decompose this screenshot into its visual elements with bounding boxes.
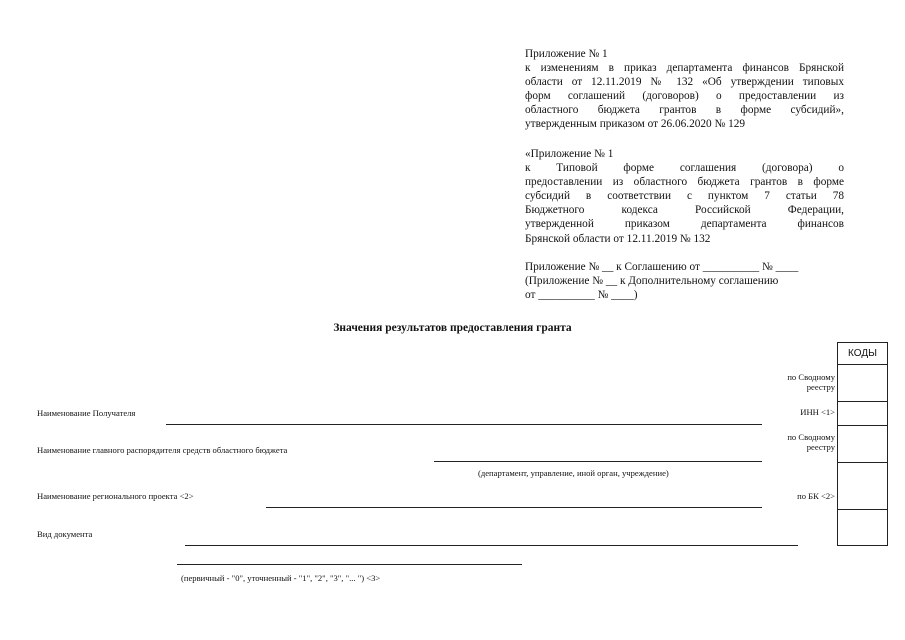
label-line: по Сводному [787,372,835,382]
code-cell-doc[interactable] [838,509,887,546]
appendix-line: утвержденным приказом от 26.06.2020 № 129 [525,118,746,131]
appendix-title-1: Приложение № 1 [525,48,608,60]
codes-header: КОДЫ [838,342,887,364]
appendix-line: субсидий в соответствии с пунктом 7 статьи 78 [525,190,844,203]
svodny-reestr-label-2 [740,432,835,452]
main-manager-hint: (департамент, управление, иной орган, учреждение) [478,468,669,478]
code-cell-bk[interactable] [838,462,887,509]
recipient-label: Наименование Получателя [37,408,136,418]
agreement-line: Приложение № __ к Соглашению от __________ № ____ [525,261,799,273]
agreement-line: от __________ № ____) [525,289,638,302]
svodny-reestr-label-1 [740,372,835,392]
label-line: реестру [806,442,835,452]
codes-table [837,342,888,546]
appendix-line: предоставлении из областного бюджета грантов в форме [525,176,844,189]
bk-label: по БК <2> [797,491,835,501]
code-cell-svodny-2[interactable] [838,425,887,462]
inn-label: ИНН <1> [800,407,835,417]
regional-project-field[interactable] [266,507,762,508]
doc-type-hint: (первичный - "0", уточненный - "1", "2", "3", "... ") <3> [181,573,381,583]
appendix-title-2: «Приложение № 1 [525,148,614,160]
agreement-reference [525,260,844,302]
page-title: Значения результатов предоставления гранта [333,322,572,334]
appendix-line: Бюджетного кодекса Российской Федерации, [525,204,844,217]
label-line: по Сводному [787,432,835,442]
agreement-line: (Приложение № __ к Дополнительному соглашению [525,275,779,288]
appendix-header-1 [525,47,844,132]
doc-type-label: Вид документа [37,529,93,539]
appendix-line: форм соглашений (договоров) о предоставлении из [525,90,844,103]
appendix-line: к Типовой форме соглашения (договора) о [525,162,844,175]
doc-type-subfield[interactable] [177,564,522,565]
regional-project-label: Наименование регионального проекта <2> [37,491,194,501]
code-cell-svodny-1[interactable] [838,364,887,401]
appendix-header-2 [525,147,844,246]
main-manager-field[interactable] [434,461,762,462]
recipient-field[interactable] [166,424,762,425]
appendix-line: областного бюджета грантов в форме субсидий», [525,104,844,117]
appendix-line: к изменениям в приказ департамента финансов Брянской [525,62,844,75]
appendix-line: утвержденной приказом департамента финансов [525,218,844,231]
appendix-line: области от 12.11.2019 № 132 «Об утверждении типовых [525,76,844,89]
doc-type-field[interactable] [185,545,798,546]
appendix-line: Брянской области от 12.11.2019 № 132 [525,232,711,245]
main-manager-label: Наименование главного распорядителя средств областного бюджета [37,445,288,455]
code-cell-inn[interactable] [838,401,887,425]
label-line: реестру [806,382,835,392]
